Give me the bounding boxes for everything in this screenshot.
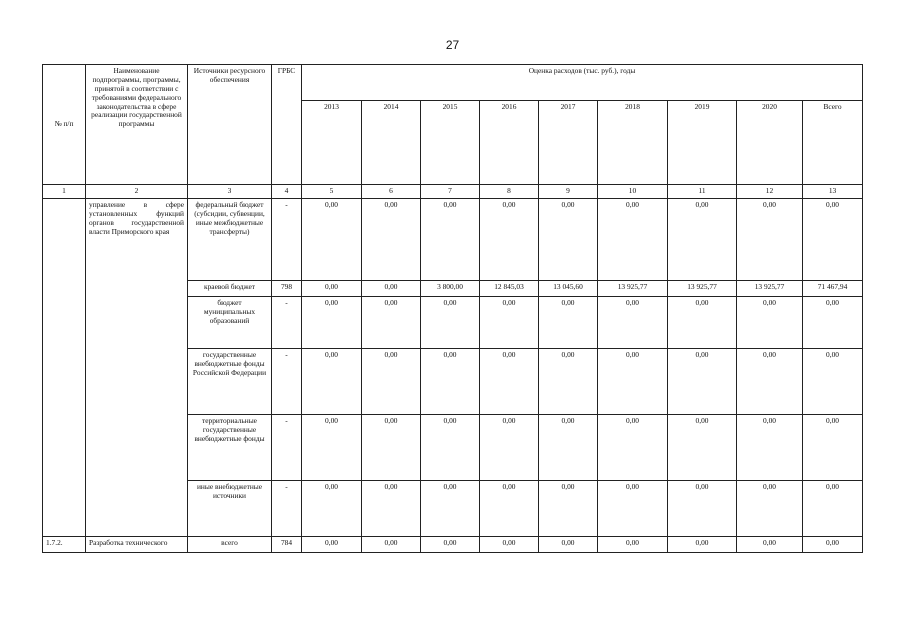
- value-cell: 0,00: [737, 349, 803, 415]
- value-cell: 0,00: [480, 537, 539, 553]
- total-cell: 0,00: [803, 349, 863, 415]
- value-cell: 0,00: [668, 481, 737, 537]
- row-num: [43, 199, 86, 537]
- value-cell: 0,00: [539, 537, 598, 553]
- value-cell: 0,00: [421, 199, 480, 281]
- value-cell: 0,00: [539, 349, 598, 415]
- value-cell: 0,00: [737, 297, 803, 349]
- value-cell: 0,00: [539, 199, 598, 281]
- value-cell: 0,00: [598, 537, 668, 553]
- grbs-code: -: [272, 297, 302, 349]
- header-year: 2017: [539, 101, 598, 185]
- value-cell: 13 045,60: [539, 281, 598, 297]
- value-cell: 0,00: [480, 297, 539, 349]
- column-number: 13: [803, 185, 863, 199]
- column-number: 6: [362, 185, 421, 199]
- program-name: управление в сфере установленных функций органов государственной власти Приморского края: [86, 199, 188, 537]
- value-cell: 0,00: [302, 349, 362, 415]
- value-cell: 0,00: [737, 481, 803, 537]
- total-cell: 0,00: [803, 481, 863, 537]
- header-year: 2018: [598, 101, 668, 185]
- value-cell: 0,00: [668, 349, 737, 415]
- expenditure-table: [42, 64, 863, 553]
- value-cell: 0,00: [421, 297, 480, 349]
- value-cell: 0,00: [539, 481, 598, 537]
- value-cell: 3 800,00: [421, 281, 480, 297]
- value-cell: 12 845,03: [480, 281, 539, 297]
- value-cell: 0,00: [737, 537, 803, 553]
- value-cell: 0,00: [362, 199, 421, 281]
- value-cell: 0,00: [302, 481, 362, 537]
- value-cell: 0,00: [362, 481, 421, 537]
- header-total: Всего: [803, 101, 863, 185]
- funding-source: иные внебюджетные источники: [188, 481, 272, 537]
- value-cell: 0,00: [737, 199, 803, 281]
- header-num: № п/п: [43, 65, 86, 185]
- value-cell: 0,00: [598, 415, 668, 481]
- funding-source: всего: [188, 537, 272, 553]
- grbs-code: -: [272, 481, 302, 537]
- value-cell: 0,00: [302, 297, 362, 349]
- column-number: 3: [188, 185, 272, 199]
- header-year: 2019: [668, 101, 737, 185]
- header-year: 2015: [421, 101, 480, 185]
- funding-source: бюджет муниципальных образований: [188, 297, 272, 349]
- total-cell: 0,00: [803, 537, 863, 553]
- value-cell: 13 925,77: [737, 281, 803, 297]
- header-year: 2020: [737, 101, 803, 185]
- value-cell: 0,00: [668, 297, 737, 349]
- value-cell: 0,00: [668, 199, 737, 281]
- column-number: 10: [598, 185, 668, 199]
- header-name: Наименование подпрограммы, программы, принятой в соответствии с требованиями федерального законодательства в сфере реализации государственной программы: [86, 65, 188, 185]
- value-cell: 0,00: [668, 415, 737, 481]
- value-cell: 0,00: [362, 537, 421, 553]
- program-name: Разработка технического: [86, 537, 188, 553]
- value-cell: 0,00: [598, 349, 668, 415]
- value-cell: 0,00: [598, 297, 668, 349]
- value-cell: 0,00: [598, 199, 668, 281]
- header-estimate: Оценка расходов (тыс. руб.), годы: [302, 65, 863, 101]
- total-cell: 0,00: [803, 415, 863, 481]
- value-cell: 0,00: [480, 349, 539, 415]
- column-number: 2: [86, 185, 188, 199]
- column-number: 11: [668, 185, 737, 199]
- value-cell: 0,00: [421, 537, 480, 553]
- value-cell: 0,00: [302, 199, 362, 281]
- value-cell: 0,00: [480, 481, 539, 537]
- grbs-code: -: [272, 199, 302, 281]
- value-cell: 0,00: [421, 349, 480, 415]
- column-number: 8: [480, 185, 539, 199]
- total-cell: 0,00: [803, 297, 863, 349]
- header-grbs: ГРБС: [272, 65, 302, 185]
- value-cell: 0,00: [302, 537, 362, 553]
- value-cell: 0,00: [480, 199, 539, 281]
- value-cell: 0,00: [302, 281, 362, 297]
- funding-source: территориальные государственные внебюджетные фонды: [188, 415, 272, 481]
- grbs-code: -: [272, 349, 302, 415]
- column-number: 1: [43, 185, 86, 199]
- value-cell: 0,00: [362, 415, 421, 481]
- column-number: 12: [737, 185, 803, 199]
- header-year: 2013: [302, 101, 362, 185]
- column-number: 7: [421, 185, 480, 199]
- value-cell: 0,00: [480, 415, 539, 481]
- header-year: 2016: [480, 101, 539, 185]
- value-cell: 0,00: [421, 415, 480, 481]
- grbs-code: 798: [272, 281, 302, 297]
- value-cell: 0,00: [539, 415, 598, 481]
- value-cell: 0,00: [362, 297, 421, 349]
- value-cell: 13 925,77: [598, 281, 668, 297]
- header-year: 2014: [362, 101, 421, 185]
- grbs-code: -: [272, 415, 302, 481]
- value-cell: 0,00: [737, 415, 803, 481]
- value-cell: 0,00: [302, 415, 362, 481]
- row-num: 1.7.2.: [43, 537, 86, 553]
- value-cell: 0,00: [668, 537, 737, 553]
- column-number: 9: [539, 185, 598, 199]
- column-number: 5: [302, 185, 362, 199]
- total-cell: 71 467,94: [803, 281, 863, 297]
- funding-source: краевой бюджет: [188, 281, 272, 297]
- value-cell: 0,00: [362, 281, 421, 297]
- value-cell: 0,00: [598, 481, 668, 537]
- column-number: 4: [272, 185, 302, 199]
- funding-source: государственные внебюджетные фонды Российской Федерации: [188, 349, 272, 415]
- page-number: 27: [445, 38, 460, 52]
- total-cell: 0,00: [803, 199, 863, 281]
- value-cell: 0,00: [539, 297, 598, 349]
- value-cell: 13 925,77: [668, 281, 737, 297]
- value-cell: 0,00: [421, 481, 480, 537]
- header-sources: Источники ресурсного обеспечения: [188, 65, 272, 185]
- funding-source: федеральный бюджет (субсидии, субвенции, иные межбюджетные трансферты): [188, 199, 272, 281]
- value-cell: 0,00: [362, 349, 421, 415]
- grbs-code: 784: [272, 537, 302, 553]
